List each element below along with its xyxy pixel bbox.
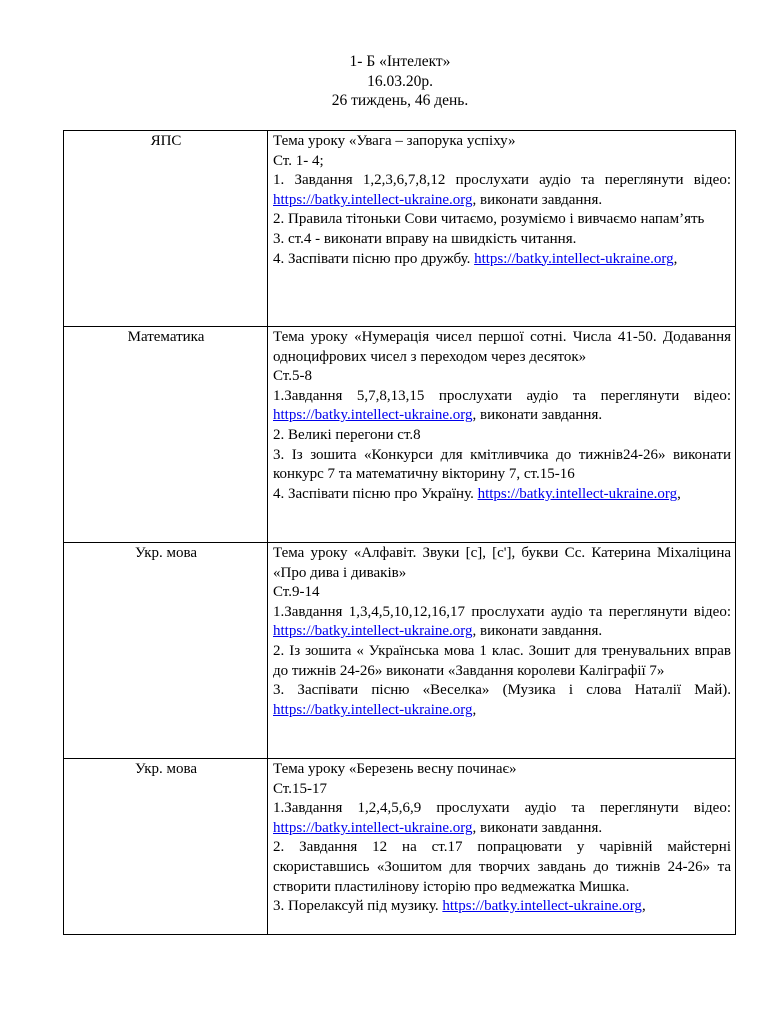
task-text: ,: [673, 250, 678, 267]
lesson-topic: [273, 544, 731, 583]
task-text: 2. Правила тітоньки Сови читаємо, розуміємо і вивчаємо напам’ять: [273, 211, 705, 228]
task-line: [273, 485, 731, 505]
resource-link[interactable]: https://batky.intellect-ukraine.org: [474, 250, 674, 267]
task-line: [273, 152, 731, 172]
resource-link[interactable]: https://batky.intellect-ukraine.org: [442, 898, 642, 915]
table-row: [64, 543, 736, 759]
resource-link[interactable]: https://batky.intellect-ukraine.org: [477, 485, 678, 502]
lesson-topic: [273, 328, 731, 367]
subject-cell: ЯПС: [64, 131, 268, 327]
task-line: [273, 799, 731, 838]
lesson-content-cell: [268, 759, 736, 935]
task-text: ,: [472, 701, 477, 718]
task-line: [273, 446, 731, 485]
task-text: 2. Великі перегони ст.8: [273, 426, 421, 443]
task-line: [273, 603, 731, 642]
task-text: 3. Із зошита «Конкурси для кмітливчика до тижнів24-26» виконати конкурс 7 та математичну вікторину 7, ст.15-16: [273, 446, 731, 483]
task-text: 2. Завдання 12 на ст.17 попрацювати у чарівній майстерні скориставшись «Зошитом для творчих завдань до тижнів 24-26» та створити пластилінову історію про ведмежатка Мишка.: [273, 839, 731, 895]
task-text: 2. Із зошита « Українська мова 1 клас. Зошит для тренувальних вправ до тижнів 24-26» виконати «Завдання королеви Каліграфії 7»: [273, 642, 731, 679]
lesson-content-cell: [268, 327, 736, 543]
task-line: [273, 897, 731, 917]
task-text: 4. Заспівати пісню про дружбу.: [273, 250, 475, 267]
task-text: Тема уроку «Увага – запорука успіху»: [273, 133, 516, 149]
task-text: 1.Завдання 1,3,4,5,10,12,16,17 прослухати аудіо та переглянути відео:: [273, 603, 731, 620]
task-line: [273, 387, 731, 426]
task-line: [273, 250, 731, 270]
task-text: Тема уроку «Алфавіт. Звуки [с], [с'], букви Сс. Катерина Міхаліцина «Про дива і диваків»: [273, 545, 731, 581]
task-text: 1.Завдання 5,7,8,13,15 прослухати аудіо та переглянути відео:: [273, 387, 731, 404]
task-line: [273, 583, 731, 603]
resource-link[interactable]: https://batky.intellect-ukraine.org: [273, 701, 473, 718]
resource-link[interactable]: https://batky.intellect-ukraine.org: [273, 407, 473, 424]
task-text: ,: [677, 485, 681, 502]
lesson-topic: [273, 760, 731, 780]
task-text: , виконати завдання.: [472, 623, 603, 640]
table-row: [64, 327, 736, 543]
lesson-topic: [273, 132, 731, 152]
subject-cell: Математика: [64, 327, 268, 543]
task-text: 4. Заспівати пісню про Україну.: [273, 485, 478, 502]
class-title: 1- Б «Інтелект»: [349, 53, 451, 70]
task-text: Ст.9-14: [273, 584, 320, 601]
resource-link[interactable]: https://batky.intellect-ukraine.org: [273, 191, 473, 208]
table-row: [64, 759, 736, 935]
lesson-content-cell: [268, 543, 736, 759]
task-line: [273, 780, 731, 800]
task-text: 1.Завдання 1,2,4,5,6,9 прослухати аудіо та переглянути відео:: [273, 800, 731, 817]
lesson-plan-table: [63, 130, 736, 935]
table-row: [64, 131, 736, 327]
task-text: Тема уроку «Нумерація чисел першої сотні. Числа 41-50. Додавання одноцифрових чисел з переходом через десяток»: [273, 329, 731, 365]
lesson-content-cell: [268, 131, 736, 327]
task-text: 3. Заспівати пісню «Веселка» (Музика і слова Наталії Май).: [273, 682, 731, 699]
task-text: Тема уроку «Березень весну починає»: [273, 761, 517, 777]
task-text: , виконати завдання.: [472, 407, 603, 424]
task-line: [273, 210, 731, 230]
task-line: [273, 230, 731, 250]
task-line: [273, 681, 731, 720]
task-line: [273, 642, 731, 681]
task-text: 3. Порелаксуй під музику.: [273, 898, 443, 915]
task-text: Ст.5-8: [273, 368, 312, 385]
document-header: [0, 52, 768, 111]
task-text: , виконати завдання.: [472, 819, 603, 836]
resource-link[interactable]: https://batky.intellect-ukraine.org: [273, 623, 473, 640]
task-line: [273, 838, 731, 897]
task-text: , виконати завдання.: [472, 191, 603, 208]
subject-cell: Укр. мова: [64, 759, 268, 935]
week-day: 26 тиждень, 46 день.: [331, 92, 469, 109]
task-line: [273, 426, 731, 446]
task-text: ,: [641, 898, 646, 915]
date: 16.03.20р.: [367, 72, 433, 90]
subject-cell: Укр. мова: [64, 543, 268, 759]
task-text: Ст. 1- 4;: [273, 152, 324, 169]
resource-link[interactable]: https://batky.intellect-ukraine.org: [273, 819, 473, 836]
task-text: 1. Завдання 1,2,3,6,7,8,12 прослухати аудіо та переглянути відео:: [273, 172, 731, 189]
task-line: [273, 367, 731, 387]
task-text: Ст.15-17: [273, 780, 327, 797]
task-line: [273, 171, 731, 210]
task-text: 3. ст.4 - виконати вправу на швидкість читання.: [273, 230, 577, 247]
